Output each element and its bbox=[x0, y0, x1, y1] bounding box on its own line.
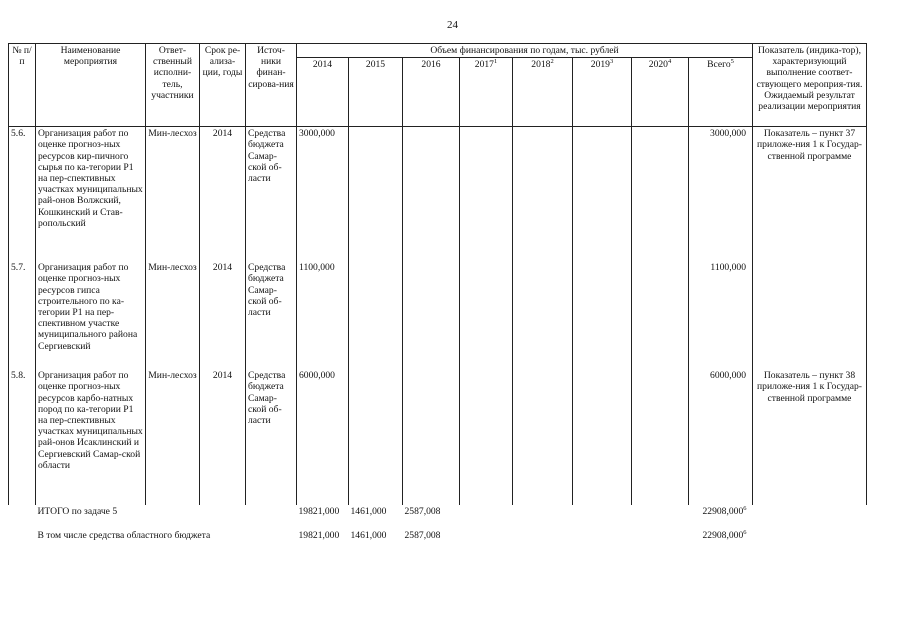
row-executor: Мин-лесхоз bbox=[146, 369, 200, 505]
year-2018 bbox=[513, 58, 573, 127]
row-source: Средства бюджета Самар-ской об-ласти bbox=[246, 261, 297, 369]
year-2019 bbox=[573, 58, 632, 127]
total-y2015: 1461,000 bbox=[350, 506, 387, 518]
row-num: 5.6. bbox=[9, 127, 36, 262]
footnote-mark: 6 bbox=[743, 529, 747, 537]
row-y2016 bbox=[403, 369, 460, 505]
total-y2019 bbox=[573, 529, 632, 557]
total-y2020 bbox=[632, 529, 689, 557]
year-label: Всего bbox=[707, 59, 731, 71]
total-y2018 bbox=[513, 529, 573, 557]
total-label: В том числе средства областного бюджета bbox=[37, 530, 211, 542]
row-y2014: 6000,000 bbox=[297, 369, 349, 505]
year-label: 2014 bbox=[312, 59, 333, 71]
total-row bbox=[9, 529, 867, 557]
total-row bbox=[9, 505, 867, 529]
header-source: Источ-ники финан-сирова-ния bbox=[246, 44, 297, 127]
total-spacer bbox=[9, 505, 36, 529]
row-num: 5.8. bbox=[9, 369, 36, 505]
row-y2017 bbox=[460, 261, 513, 369]
row-name: Организация работ по оценке прогноз-ных ресурсов гипса строительного по ка-тегории P1 на пер-спективном участке муниципального района Сергиевский bbox=[36, 261, 146, 369]
row-source: Средства бюджета Самар-ской об-ласти bbox=[246, 127, 297, 262]
total-y2020 bbox=[632, 505, 689, 529]
footnote-mark: 4 bbox=[667, 58, 672, 66]
year-label: 2020 bbox=[648, 59, 668, 71]
row-y2019 bbox=[573, 261, 632, 369]
page-number: 24 bbox=[447, 19, 458, 31]
row-y2016 bbox=[403, 261, 460, 369]
total-sum bbox=[689, 529, 753, 557]
total-value: 22908,000 bbox=[702, 506, 744, 518]
total-y2014: 19821,000 bbox=[298, 506, 340, 518]
row-source: Средства бюджета Самар-ской об-ласти bbox=[246, 369, 297, 505]
header-num: № п/п bbox=[9, 44, 36, 127]
year-label: 2017 bbox=[474, 59, 494, 71]
row-y2018 bbox=[513, 127, 573, 262]
row-y2015 bbox=[349, 127, 403, 262]
year-2015 bbox=[349, 58, 403, 127]
row-y2019 bbox=[573, 127, 632, 262]
total-y2014: 19821,000 bbox=[298, 530, 340, 542]
row-y2020 bbox=[632, 127, 689, 262]
row-indicator: Показатель – пункт 37 приложе-ния 1 к Государ-ственной программе bbox=[753, 127, 867, 262]
total-label: ИТОГО по задаче 5 bbox=[37, 506, 118, 518]
footnote-mark: 5 bbox=[730, 58, 734, 66]
row-executor: Мин-лесхоз bbox=[146, 127, 200, 262]
row-total: 6000,000 bbox=[689, 369, 753, 505]
table-row bbox=[9, 261, 867, 369]
row-y2014: 3000,000 bbox=[297, 127, 349, 262]
table-row bbox=[9, 369, 867, 505]
row-term: 2014 bbox=[200, 369, 246, 505]
total-spacer bbox=[9, 529, 36, 557]
header-term: Срок ре-ализа-ции, годы bbox=[200, 44, 246, 127]
row-y2018 bbox=[513, 261, 573, 369]
footnote-mark: 2 bbox=[550, 58, 554, 66]
total-y2015: 1461,000 bbox=[350, 530, 387, 542]
year-label: 2019 bbox=[590, 59, 610, 71]
row-y2018 bbox=[513, 369, 573, 505]
row-term: 2014 bbox=[200, 127, 246, 262]
row-indicator: Показатель – пункт 38 приложе-ния 1 к Государ-ственной программе bbox=[753, 369, 867, 505]
total-y2017 bbox=[460, 505, 513, 529]
row-y2020 bbox=[632, 369, 689, 505]
row-indicator bbox=[753, 261, 867, 369]
row-y2014: 1100,000 bbox=[297, 261, 349, 369]
row-executor: Мин-лесхоз bbox=[146, 261, 200, 369]
row-y2016 bbox=[403, 127, 460, 262]
financing-table bbox=[8, 43, 867, 557]
year-label: 2015 bbox=[365, 59, 386, 71]
row-name: Организация работ по оценке прогноз-ных ресурсов кир-пичного сырья по ка-тегории P1 на пер-спективных участках муниципальных рай-онов Волжский, Кошкинский и Став-ропольский bbox=[36, 127, 146, 262]
total-y2018 bbox=[513, 505, 573, 529]
total-y2016: 2587,008 bbox=[404, 506, 441, 518]
total-value: 22908,000 bbox=[702, 530, 744, 542]
row-y2017 bbox=[460, 127, 513, 262]
table-row bbox=[9, 127, 867, 262]
row-y2017 bbox=[460, 369, 513, 505]
footnote-mark: 3 bbox=[609, 58, 614, 66]
footnote-mark: 1 bbox=[493, 58, 498, 66]
year-2020 bbox=[632, 58, 689, 127]
year-label: 2018 bbox=[531, 59, 551, 71]
header-name: Наименование мероприятия bbox=[36, 44, 146, 127]
table-header-row bbox=[9, 44, 867, 58]
year-2014 bbox=[297, 58, 349, 127]
row-y2015 bbox=[349, 261, 403, 369]
header-indicator: Показатель (индика-тор), характеризующий выполнение соответ-ствующего мероприя-тия. Ожидаемый результат реализации мероприятия bbox=[753, 44, 867, 127]
year-label: 2016 bbox=[421, 59, 441, 71]
row-total: 3000,000 bbox=[689, 127, 753, 262]
row-y2015 bbox=[349, 369, 403, 505]
year-2017 bbox=[460, 58, 513, 127]
total-y2017 bbox=[460, 529, 513, 557]
header-financing-title: Объем финансирования по годам, тыс. рублей bbox=[297, 44, 753, 58]
header-executor: Ответ-ственный исполни-тель, участники bbox=[146, 44, 200, 127]
total-y2019 bbox=[573, 505, 632, 529]
year-2016 bbox=[403, 58, 460, 127]
row-name: Организация работ по оценке прогноз-ных ресурсов карбо-натных пород по ка-тегории P1 на пер-спективных участках муниципальных рай-онов Исаклинский и Сергиевский Самар-ской области bbox=[36, 369, 146, 505]
total-sum bbox=[689, 505, 753, 529]
row-term: 2014 bbox=[200, 261, 246, 369]
year-total bbox=[689, 58, 753, 127]
row-num: 5.7. bbox=[9, 261, 36, 369]
row-y2019 bbox=[573, 369, 632, 505]
total-indicator bbox=[753, 529, 867, 557]
row-total: 1100,000 bbox=[689, 261, 753, 369]
footnote-mark: 6 bbox=[743, 505, 747, 513]
total-y2016: 2587,008 bbox=[404, 530, 441, 542]
row-y2020 bbox=[632, 261, 689, 369]
total-indicator bbox=[753, 505, 867, 529]
